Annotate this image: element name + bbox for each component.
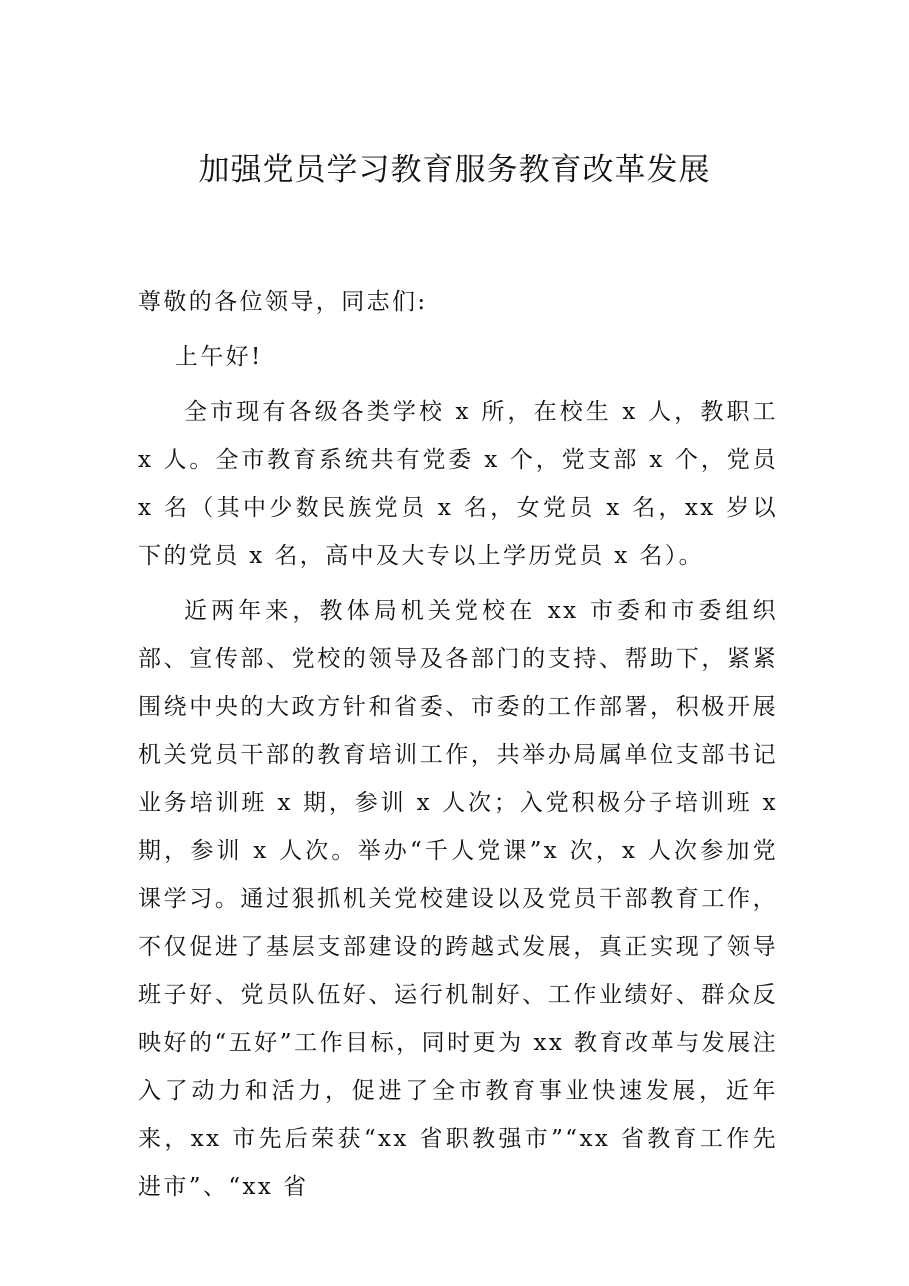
paragraph-party-school-work: 近两年来，教体局机关党校在 xx 市委和市委组织部、宣传部、党校的领导及各部门的支持、帮助下，紧紧围绕中央的大政方针和省委、市委的工作部署，积极开展机关党员干部的教育培训工作，共举办局属单位支部书记业务培训班 x 期，参训 x 人次；入党积极分子培训班 x 期，参训 x 人次。举办“千人党课”x 次，x 人次参加党课学习。通过狠抓机关党校建设以及党员干部教育工作，不仅促进了基层支部建设的跨越式发展，真正实现了领导班子好、党员队伍好、运行机制好、工作业绩好、群众反映好的“五好”工作目标，同时更为 xx 教育改革与发展注入了动力和活力，促进了全市教育事业快速发展，近年来，xx 市先后荣获“xx 省职教强市”“xx 省教育工作先进市”、“xx 省 bbox=[138, 598, 778, 1200]
document-title: 加强党员学习教育服务教育改革发展 bbox=[198, 152, 711, 188]
salutation: 尊敬的各位领导，同志们: bbox=[138, 289, 428, 315]
document-body bbox=[138, 278, 778, 1218]
greeting: 上午好! bbox=[174, 344, 263, 370]
paragraph-school-stats: 全市现有各级各类学校 x 所，在校生 x 人，教职工 x 人。全市教育系统共有党委 x 个，党支部 x 个，党员 x 名（其中少数民族党员 x 名，女党员 x 名，xx 岁以下的党员 x 名，高中及大专以上学历党员 x 名）。 bbox=[138, 399, 778, 569]
